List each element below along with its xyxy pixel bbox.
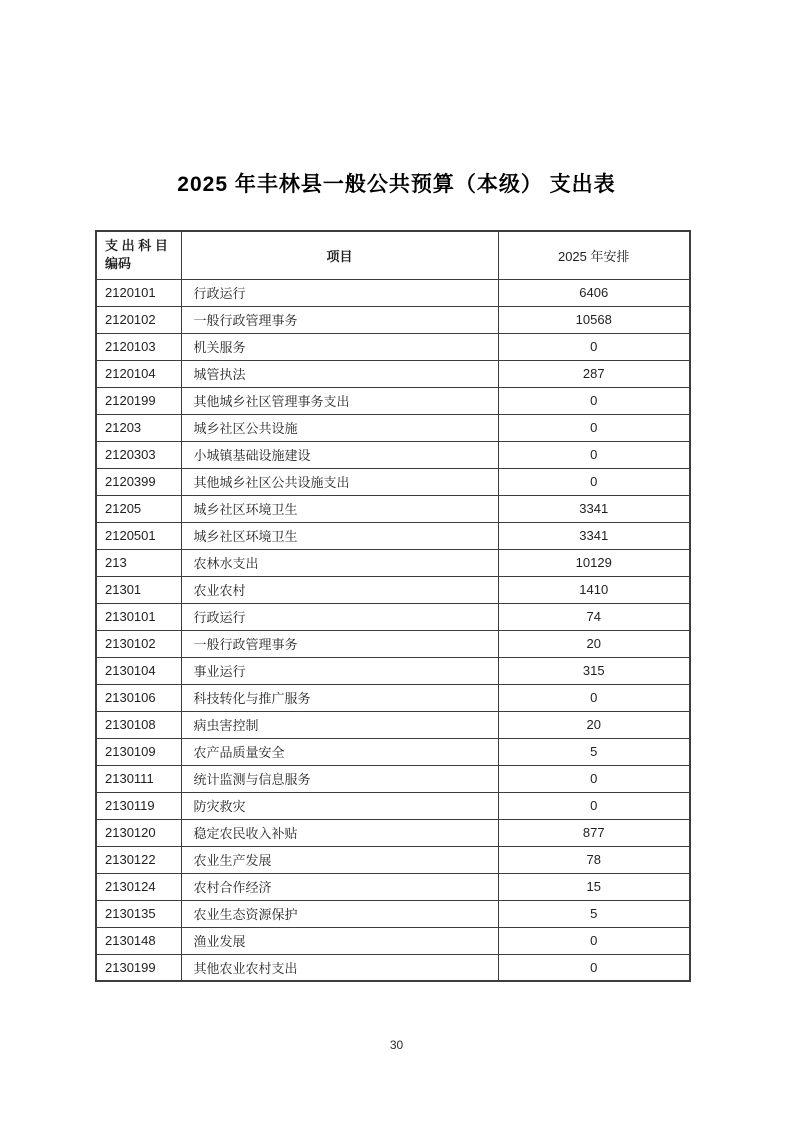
- cell-amount: 78: [498, 846, 690, 873]
- cell-amount: 5: [498, 738, 690, 765]
- column-header-amount: 2025 年安排: [498, 231, 690, 279]
- cell-expenditure-code: 2120303: [96, 441, 181, 468]
- cell-amount: 1410: [498, 576, 690, 603]
- cell-expenditure-code: 2130104: [96, 657, 181, 684]
- table-row: [96, 495, 690, 522]
- table-row: [96, 900, 690, 927]
- table-row: [96, 603, 690, 630]
- table-row: [96, 387, 690, 414]
- cell-expenditure-code: 2130108: [96, 711, 181, 738]
- cell-item-name: 防灾救灾: [181, 792, 498, 819]
- table-row: [96, 657, 690, 684]
- cell-amount: 0: [498, 333, 690, 360]
- table-row: [96, 684, 690, 711]
- table-row: [96, 711, 690, 738]
- table-row: [96, 846, 690, 873]
- table-row: [96, 576, 690, 603]
- cell-expenditure-code: 2130135: [96, 900, 181, 927]
- cell-expenditure-code: 2130148: [96, 927, 181, 954]
- table-row: [96, 927, 690, 954]
- cell-expenditure-code: 2130119: [96, 792, 181, 819]
- table-row: [96, 765, 690, 792]
- cell-amount: 0: [498, 792, 690, 819]
- cell-item-name: 其他农业农村支出: [181, 954, 498, 981]
- table-row: [96, 414, 690, 441]
- cell-expenditure-code: 2120103: [96, 333, 181, 360]
- cell-item-name: 其他城乡社区管理事务支出: [181, 387, 498, 414]
- table-row: [96, 279, 690, 306]
- cell-expenditure-code: 2130106: [96, 684, 181, 711]
- cell-amount: 0: [498, 684, 690, 711]
- cell-expenditure-code: 21203: [96, 414, 181, 441]
- cell-expenditure-code: 213: [96, 549, 181, 576]
- table-row: [96, 792, 690, 819]
- budget-table: [95, 230, 691, 982]
- cell-expenditure-code: 2130101: [96, 603, 181, 630]
- cell-item-name: 机关服务: [181, 333, 498, 360]
- table-row: [96, 873, 690, 900]
- cell-amount: 0: [498, 927, 690, 954]
- cell-expenditure-code: 2120101: [96, 279, 181, 306]
- cell-item-name: 农产品质量安全: [181, 738, 498, 765]
- cell-item-name: 农业生态资源保护: [181, 900, 498, 927]
- cell-item-name: 城管执法: [181, 360, 498, 387]
- cell-expenditure-code: 2130124: [96, 873, 181, 900]
- cell-item-name: 事业运行: [181, 657, 498, 684]
- cell-expenditure-code: 2120104: [96, 360, 181, 387]
- cell-expenditure-code: 2130111: [96, 765, 181, 792]
- cell-expenditure-code: 21205: [96, 495, 181, 522]
- cell-amount: 0: [498, 765, 690, 792]
- table-row: [96, 441, 690, 468]
- cell-amount: 74: [498, 603, 690, 630]
- cell-item-name: 城乡社区环境卫生: [181, 495, 498, 522]
- cell-amount: 0: [498, 414, 690, 441]
- cell-item-name: 农林水支出: [181, 549, 498, 576]
- cell-amount: 3341: [498, 522, 690, 549]
- table-row: [96, 522, 690, 549]
- cell-amount: 10568: [498, 306, 690, 333]
- cell-amount: 3341: [498, 495, 690, 522]
- page-number: 30: [389, 1038, 404, 1052]
- cell-item-name: 行政运行: [181, 279, 498, 306]
- table-row: [96, 549, 690, 576]
- table-row: [96, 468, 690, 495]
- table-row: [96, 333, 690, 360]
- cell-expenditure-code: 2130102: [96, 630, 181, 657]
- cell-expenditure-code: 2120399: [96, 468, 181, 495]
- cell-amount: 877: [498, 819, 690, 846]
- table-header-row: [96, 231, 690, 279]
- cell-item-name: 统计监测与信息服务: [181, 765, 498, 792]
- cell-amount: 10129: [498, 549, 690, 576]
- cell-expenditure-code: 2130120: [96, 819, 181, 846]
- cell-expenditure-code: 2130199: [96, 954, 181, 981]
- cell-expenditure-code: 2130109: [96, 738, 181, 765]
- cell-amount: 20: [498, 711, 690, 738]
- cell-item-name: 城乡社区公共设施: [181, 414, 498, 441]
- column-header-code-line2: 编码: [105, 256, 132, 272]
- table-row: [96, 738, 690, 765]
- cell-amount: 20: [498, 630, 690, 657]
- table-row: [96, 630, 690, 657]
- cell-amount: 0: [498, 441, 690, 468]
- column-header-item: 项目: [181, 231, 498, 279]
- cell-amount: 0: [498, 954, 690, 981]
- cell-item-name: 病虫害控制: [181, 711, 498, 738]
- cell-item-name: 其他城乡社区公共设施支出: [181, 468, 498, 495]
- cell-item-name: 一般行政管理事务: [181, 630, 498, 657]
- cell-expenditure-code: 2120501: [96, 522, 181, 549]
- cell-expenditure-code: 2130122: [96, 846, 181, 873]
- table-row: [96, 954, 690, 981]
- cell-item-name: 城乡社区环境卫生: [181, 522, 498, 549]
- cell-amount: 5: [498, 900, 690, 927]
- cell-amount: 0: [498, 468, 690, 495]
- column-header-code-line1: 支 出 科 目: [105, 238, 168, 254]
- cell-item-name: 渔业发展: [181, 927, 498, 954]
- cell-amount: 315: [498, 657, 690, 684]
- cell-item-name: 农业农村: [181, 576, 498, 603]
- table-row: [96, 306, 690, 333]
- cell-amount: 6406: [498, 279, 690, 306]
- cell-item-name: 农村合作经济: [181, 873, 498, 900]
- table-row: [96, 819, 690, 846]
- cell-expenditure-code: 2120102: [96, 306, 181, 333]
- cell-expenditure-code: 2120199: [96, 387, 181, 414]
- cell-amount: 15: [498, 873, 690, 900]
- table-body: [96, 279, 690, 981]
- column-header-code: [96, 231, 181, 279]
- cell-item-name: 稳定农民收入补贴: [181, 819, 498, 846]
- cell-amount: 287: [498, 360, 690, 387]
- cell-item-name: 农业生产发展: [181, 846, 498, 873]
- cell-item-name: 一般行政管理事务: [181, 306, 498, 333]
- cell-expenditure-code: 21301: [96, 576, 181, 603]
- cell-item-name: 行政运行: [181, 603, 498, 630]
- cell-item-name: 小城镇基础设施建设: [181, 441, 498, 468]
- page-title: 2025 年丰林县一般公共预算（本级） 支出表: [177, 173, 616, 196]
- cell-amount: 0: [498, 387, 690, 414]
- cell-item-name: 科技转化与推广服务: [181, 684, 498, 711]
- table-row: [96, 360, 690, 387]
